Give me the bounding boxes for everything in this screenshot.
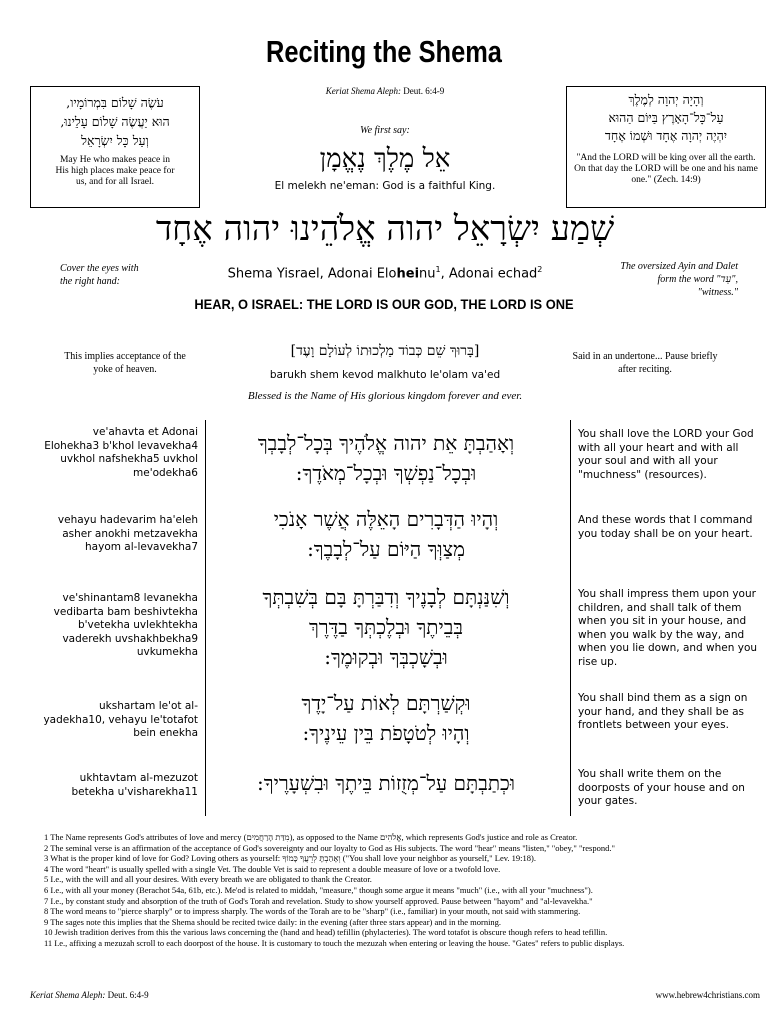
right-box-hebrew-line: וְהָיָה יְהוָה לְמֶלֶךְ — [628, 92, 704, 107]
hebrew-line: וְשִׁנַּנְתָּם לְבָנֶיךָ וְדִבַּרְתָּ בָּם בְּשִׁבְתְּךָ — [262, 585, 510, 609]
el-melekh-hebrew: אֵל מֶלֶךְ נֶאֱמָן — [319, 144, 451, 174]
verse-english: You shall impress them upon your children, and shall talk of them when you sit in your house, and when you walk by the way, and when you lie down, and when you rise up. — [578, 588, 758, 668]
barukh-hebrew: [בָּרוּךְ שֵׁם כְּבוֹד מַלְכוּתוֹ לְעוֹלָם וָעֶד] — [290, 343, 480, 359]
footnote: 8 The word means to "pierce sharply" or to impress sharply. The words of the Torah are to be "sharp" (i.e., familiar) in your mouth, not said with stammering. — [44, 906, 581, 917]
left-box-hebrew — [31, 93, 199, 150]
yoke-of-heaven-note: This implies acceptance of the yoke of heaven. — [64, 351, 186, 375]
column-divider-left — [205, 420, 206, 816]
left-box — [30, 86, 200, 208]
translit-line: b'vetekha uvlekhtekha — [77, 619, 198, 631]
page-title: Reciting the Shema — [266, 34, 502, 69]
verse-hebrew — [210, 768, 562, 798]
translit-line: Elohekha3 b'khol levavekha4 — [44, 439, 198, 452]
barukh-translit: barukh shem kevod malkhuto le'olam va'ed — [269, 369, 501, 381]
footer-source — [30, 990, 149, 1000]
right-box-hebrew-line: יִהְיֶה יְהוָה אֶחָד וּשְׁמוֹ אֶחָד — [604, 128, 728, 143]
translit-line: uvkhol nafshekha5 uvkhol — [60, 453, 198, 465]
cover-eyes-note: Cover the eyes with the right hand: — [60, 263, 139, 287]
hebrew-line: וְהָיוּ לְטֹטָפֹת בֵּין עֵינֶיךָ: — [302, 721, 470, 745]
shema-translit — [180, 265, 590, 281]
footnote: 6 I.e., with all your money (Berachot 54a, 61b, etc.). Me'od is related to middah, "measure," though some argue it means "much" (i.e., with all your "muchness"). — [44, 884, 593, 895]
right-box-hebrew — [567, 91, 765, 145]
footnote: 4 The word "heart" is usually spelled with a single Vet. The double Vet is said to represent a double measure of love or a twofold love. — [44, 863, 501, 874]
hebrew-line: וְהָיוּ הַדְּבָרִים הָאֵלֶּה אֲשֶׁר אָנֹכִי — [273, 507, 499, 531]
translit-line: ve'ahavta et Adonai — [92, 426, 198, 438]
footnote-ref: 1 — [435, 265, 441, 274]
verse-english: You shall write them on the doorposts of your house and on your gates. — [578, 768, 745, 807]
shema-translit-part: Shema Yisrael, Adonai Elo — [227, 266, 397, 282]
shema-hebrew: שְׁמַע יִשְׂרָאֵל יהוה אֱלֹהֵינוּ יהוה אֶחָד — [155, 209, 615, 249]
verse-translit — [30, 592, 198, 660]
shema-translit-bold: hei — [396, 266, 420, 282]
footnote-ref: 2 — [537, 265, 543, 274]
el-melekh-translit: El melekh ne'eman: God is a faithful King. — [274, 180, 496, 192]
verse-translit — [30, 514, 198, 555]
right-box-hebrew-line: עַל־כָּל־הָאָרֶץ בַּיּוֹם הַהוּא — [608, 110, 724, 125]
translit-line: vedibarta bam beshivtekha — [53, 605, 198, 618]
translit-line: yadekha10, vehayu le'totafot — [43, 713, 198, 726]
verse-hebrew — [210, 582, 562, 672]
translit-line: me'odekha6 — [133, 466, 198, 479]
footnote: 10 Jewish tradition derives from this the various laws concerning the (hand and head) tefillin (phylacteries). The word totafot is obscure though refers to head tefillin. — [44, 927, 608, 938]
source-label: Keriat Shema Aleph: — [325, 86, 402, 96]
left-box-english: May He who makes peace in His high places make peace for us, and for all Israel. — [55, 155, 175, 187]
footnote: 11 I.e., affixing a mezuzah scroll to each doorpost of the house. It is customary to touch the mezuzah when entering or leaving the house. "Gates" refers to public displays. — [44, 937, 625, 948]
verse-hebrew — [210, 504, 562, 564]
footnote: 5 I.e., with the will and all your desires. With every breath we are obligated to thank the Creator. — [44, 874, 372, 885]
hebrew-line: וּקְשַׁרְתָּם לְאוֹת עַל־יָדֶךָ — [301, 691, 471, 715]
undertone-note: Said in an undertone... Pause briefly after reciting. — [572, 351, 718, 375]
translit-line: betekha u'visharekha11 — [71, 785, 198, 798]
footnote: 3 What is the proper kind of love for God? Loving others as yourself: וְאָהַבְתָּ לְרֵעֲךָ כָּמוֹךָ ("You shall love your neighbor as yourself," Lev. 19:18). — [44, 853, 536, 864]
footnotes — [44, 832, 760, 949]
footer-source-ref: Deut. 6:4-9 — [107, 990, 149, 1000]
verse-english: You shall love the LORD your God with all your heart and with all your soul and with all your "muchness" (resources). — [578, 428, 754, 481]
hebrew-line: וְאָהַבְתָּ אֵת יהוה אֱלֹהֶיךָ בְּכָל־לְבָבְךָ — [257, 431, 515, 455]
hebrew-line: וּבְשָׁכְבְּךָ וּבְקוּמֶךָ: — [324, 645, 448, 669]
verse-english: And these words that I command you today shall be on your heart. — [578, 514, 753, 540]
verse-translit — [30, 700, 198, 741]
shema-translit-part: nu — [419, 266, 436, 282]
we-first-say: We first say: — [360, 125, 410, 136]
translit-line: bein enekha — [133, 727, 198, 739]
footer-source-label: Keriat Shema Aleph: — [30, 990, 106, 1000]
source-ref: Deut. 6:4-9 — [403, 86, 445, 96]
right-box-english: "And the LORD will be king over all the earth. On that day the LORD will be one and his name one." (Zech. 14:9) — [574, 153, 758, 185]
verse-translit — [30, 426, 198, 480]
hebrew-line: מְצַוְּךָ הַיּוֹם עַל־לְבָבֶךָ: — [307, 537, 465, 561]
translit-line: ukshartam le'ot al- — [98, 700, 198, 712]
barukh-english: Blessed is the Name of His glorious kingdom forever and ever. — [247, 390, 523, 402]
verse-english: You shall bind them as a sign on your hand, and they shall be as frontlets between your eyes. — [578, 692, 748, 731]
right-box — [566, 86, 766, 208]
verse-translit — [30, 772, 198, 799]
translit-line: vehayu hadevarim ha'eleh — [57, 514, 198, 526]
footnote: 7 I.e., by constant study and absorption of the truth of God's Torah and revelation. Study to show yourself approved. Pause between "hayom" and "al-levavekha." — [44, 895, 593, 906]
verse-hebrew — [210, 688, 562, 748]
footnote: 2 The seminal verse is an affirmation of the acceptance of God's sovereignty and our loyalty to God as His subjects. The word "hear" means "listen," "obey," "respond." — [44, 842, 615, 853]
footer-website-link[interactable]: www.hebrew4christians.com — [655, 990, 760, 1000]
verse-hebrew — [210, 428, 562, 488]
left-box-hebrew-line: הוּא יַעֲשֶׂה שָׁלוֹם עָלֵינוּ, — [60, 114, 170, 129]
hebrew-line: וּכְתַבְתָּם עַל־מְזֻזוֹת בֵּיתֶךָ וּבִשְׁעָרֶיךָ: — [257, 771, 515, 795]
source-reference — [210, 86, 560, 96]
footnote: 9 The sages note this implies that the Shema should be recited twice daily: in the evening (after three stars appear) and in the morning. — [44, 916, 502, 927]
shema-english: HEAR, O ISRAEL: THE LORD IS OUR GOD, THE LORD IS ONE — [194, 296, 574, 312]
column-divider-right — [570, 420, 571, 816]
translit-line: hayom al-levavekha7 — [85, 541, 198, 553]
hebrew-line: בְּבֵיתֶךָ וּבְלֶכְתְּךָ בַדֶּרֶךְ — [308, 615, 464, 639]
translit-line: ukhtavtam al-mezuzot — [79, 772, 198, 784]
left-box-hebrew-line: עֹשֶׂה שָׁלוֹם בִּמְרוֹמָיו, — [66, 95, 164, 110]
footnote: 1 The Name represents God's attributes of love and mercy (מִדַּת הָרַחֲמִים), as opposed to the Name אֱלֹהִים, which represents God's justice and role as Creator. — [44, 832, 578, 842]
oversized-letters-note: The oversized Ayin and Dalet form the word "עֵד", "witness." — [620, 261, 738, 298]
translit-line: vaderekh uvshakhbekha9 — [62, 632, 198, 645]
translit-line: ve'shinantam8 levanekha — [62, 592, 198, 604]
translit-line: asher anokhi metzavekha — [62, 527, 198, 540]
left-box-hebrew-line: וְעַל כָּל יִשְׂרָאֵל — [81, 133, 149, 148]
translit-line: uvkumekha — [136, 646, 198, 658]
hebrew-line: וּבְכָל־נַפְשְׁךָ וּבְכָל־מְאֹדֶךָ: — [295, 461, 477, 485]
shema-translit-part: , Adonai echad — [440, 266, 538, 282]
